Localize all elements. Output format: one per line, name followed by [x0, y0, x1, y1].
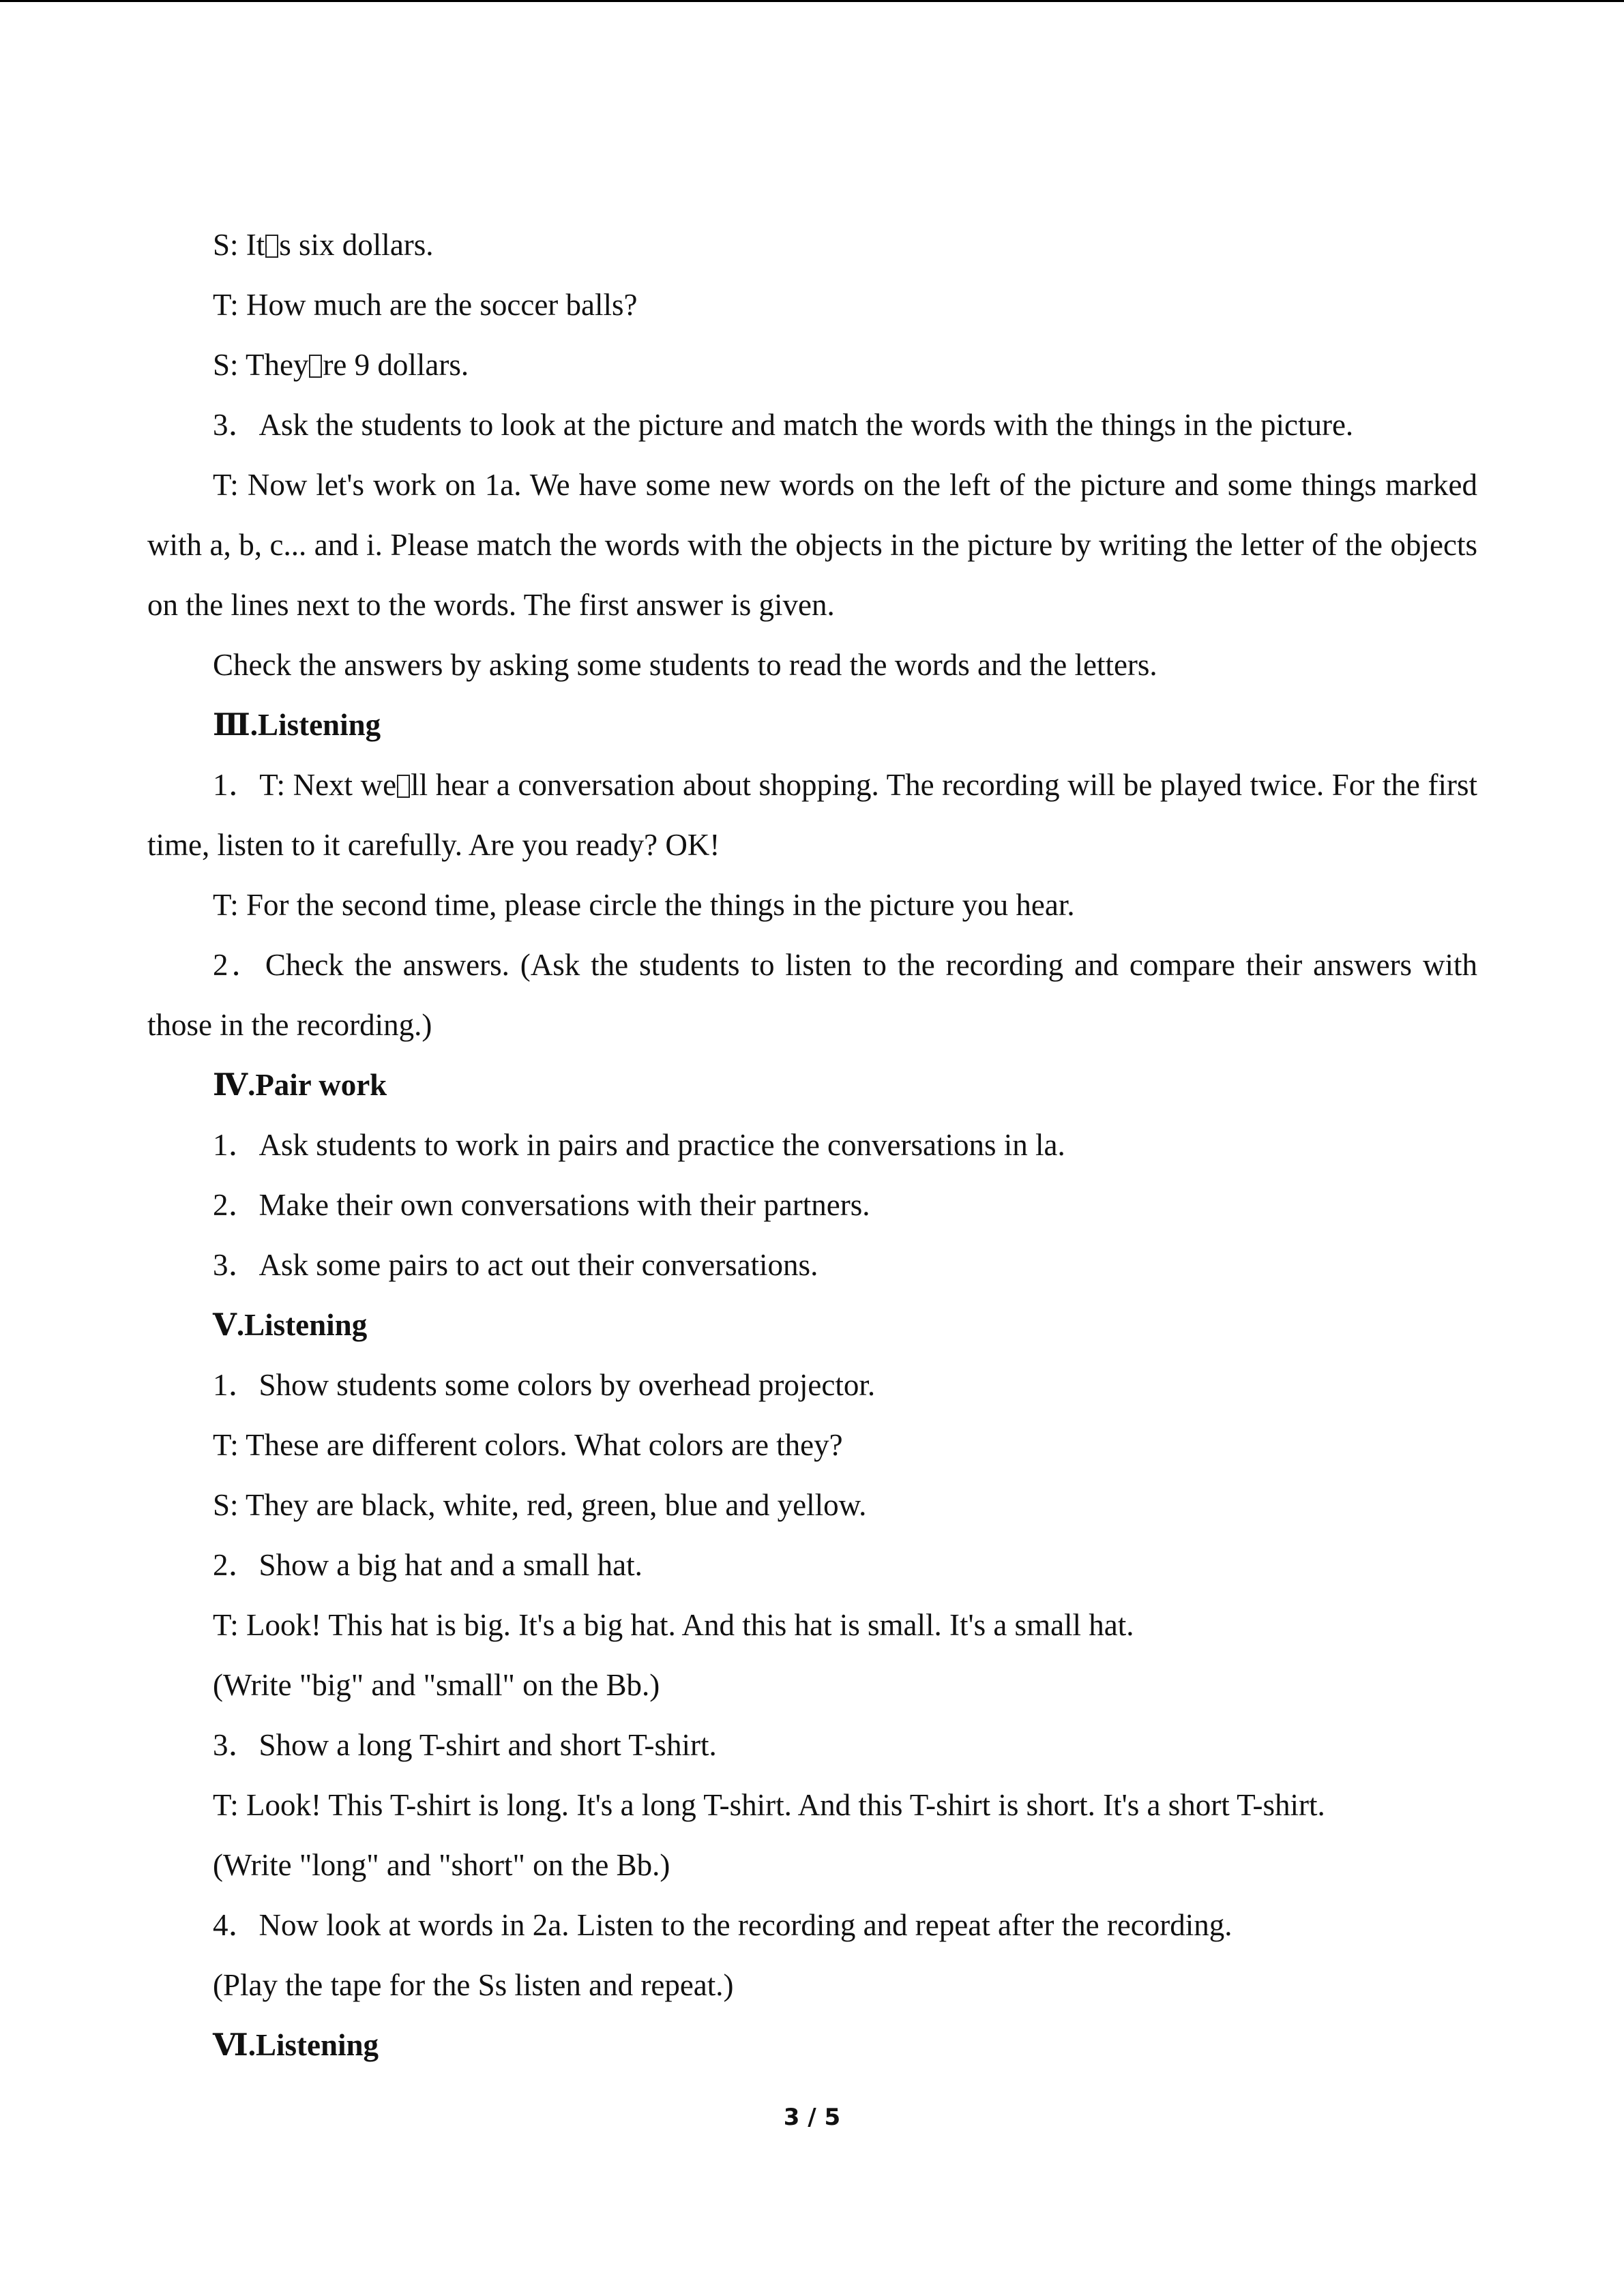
step-item	[147, 1235, 1477, 1295]
text-span: (Play the tape for the Ss listen and repeat.)	[213, 1968, 734, 2002]
dialogue-line	[147, 275, 1477, 335]
text-span: Ⅲ.Listening	[213, 708, 381, 742]
text-span: s six dollars.	[279, 228, 434, 262]
section-heading-listening-3	[147, 695, 1477, 755]
text-span: 3．Ask the students to look at the picture and match the words with the things in the picture.	[213, 408, 1354, 442]
step-item	[147, 755, 1477, 875]
section-heading-listening-6	[147, 2015, 1477, 2075]
step-item	[147, 1895, 1477, 1955]
text-span: T: How much are the soccer balls?	[213, 288, 638, 322]
step-item	[147, 1175, 1477, 1235]
text-span: 2．Check the answers. (Ask the students to listen to the recording and compare their answers with those in the recording.)	[147, 948, 1477, 1042]
dialogue-line	[147, 335, 1477, 395]
text-span: T: Look! This T-shirt is long. It's a long T-shirt. And this T-shirt is short. It's a short T-shirt.	[213, 1788, 1325, 1822]
text-span: re 9 dollars.	[323, 348, 469, 382]
text-span: 1．Ask students to work in pairs and practice the conversations in la.	[213, 1128, 1065, 1162]
text-span: T: These are different colors. What colors are they?	[213, 1428, 843, 1462]
note-line	[147, 1835, 1477, 1895]
text-span: T: Now let's work on 1a. We have some new words on the left of the picture and some things marked with a, b, c... and i. Please match the words with the objects in the picture by writing the letter of the objects on the lines next to the words. The first answer is given.	[147, 468, 1477, 622]
step-item	[147, 1115, 1477, 1175]
dialogue-line	[147, 1595, 1477, 1655]
page-number: 3 / 5	[783, 2104, 841, 2131]
text-span: 2．Show a big hat and a small hat.	[213, 1548, 643, 1582]
text-span: (Write "big" and "small" on the Bb.)	[213, 1668, 660, 1702]
dialogue-line	[147, 1415, 1477, 1475]
text-span: (Write "long" and "short" on the Bb.)	[213, 1848, 670, 1882]
page-body	[147, 215, 1477, 2075]
dialogue-line	[147, 1775, 1477, 1835]
text-span: Ⅵ.Listening	[213, 2028, 379, 2062]
text-span: ll hear a conversation about shopping. The recording will be played twice. For the first time, listen to it carefully. Are you ready? OK!	[147, 768, 1477, 862]
note-line	[147, 1955, 1477, 2015]
missing-glyph-icon	[265, 235, 278, 258]
step-item	[147, 1715, 1477, 1775]
section-heading-listening-5	[147, 1295, 1477, 1355]
step-item	[147, 1355, 1477, 1415]
text-span: 3．Show a long T-shirt and short T-shirt.	[213, 1728, 717, 1762]
dialogue-line	[147, 455, 1477, 635]
step-item	[147, 1535, 1477, 1595]
missing-glyph-icon	[397, 775, 410, 798]
text-span: T: Look! This hat is big. It's a big hat. And this hat is small. It's a small hat.	[213, 1608, 1134, 1642]
text-span: 3．Ask some pairs to act out their conversations.	[213, 1248, 818, 1282]
text-span: Ⅴ.Listening	[213, 1308, 368, 1342]
text-span: S: It	[213, 228, 265, 262]
text-span: Ⅳ.Pair work	[213, 1068, 387, 1102]
dialogue-line	[147, 875, 1477, 935]
dialogue-line	[147, 1475, 1477, 1535]
text-span: Check the answers by asking some students to read the words and the letters.	[213, 648, 1157, 682]
text-span: 1．Show students some colors by overhead projector.	[213, 1368, 876, 1402]
text-span: S: They	[213, 348, 309, 382]
text-span: 1．T: Next we	[213, 768, 397, 802]
missing-glyph-icon	[309, 355, 322, 378]
step-item	[147, 395, 1477, 455]
note-line	[147, 1655, 1477, 1715]
step-item	[147, 935, 1477, 1055]
dialogue-line	[147, 215, 1477, 275]
text-span: T: For the second time, please circle the things in the picture you hear.	[213, 888, 1075, 922]
instruction-paragraph	[147, 635, 1477, 695]
text-span: S: They are black, white, red, green, blue and yellow.	[213, 1488, 867, 1522]
text-span: 2．Make their own conversations with their partners.	[213, 1188, 870, 1222]
section-heading-pair-work	[147, 1055, 1477, 1115]
text-span: 4．Now look at words in 2a. Listen to the recording and repeat after the recording.	[213, 1908, 1232, 1942]
